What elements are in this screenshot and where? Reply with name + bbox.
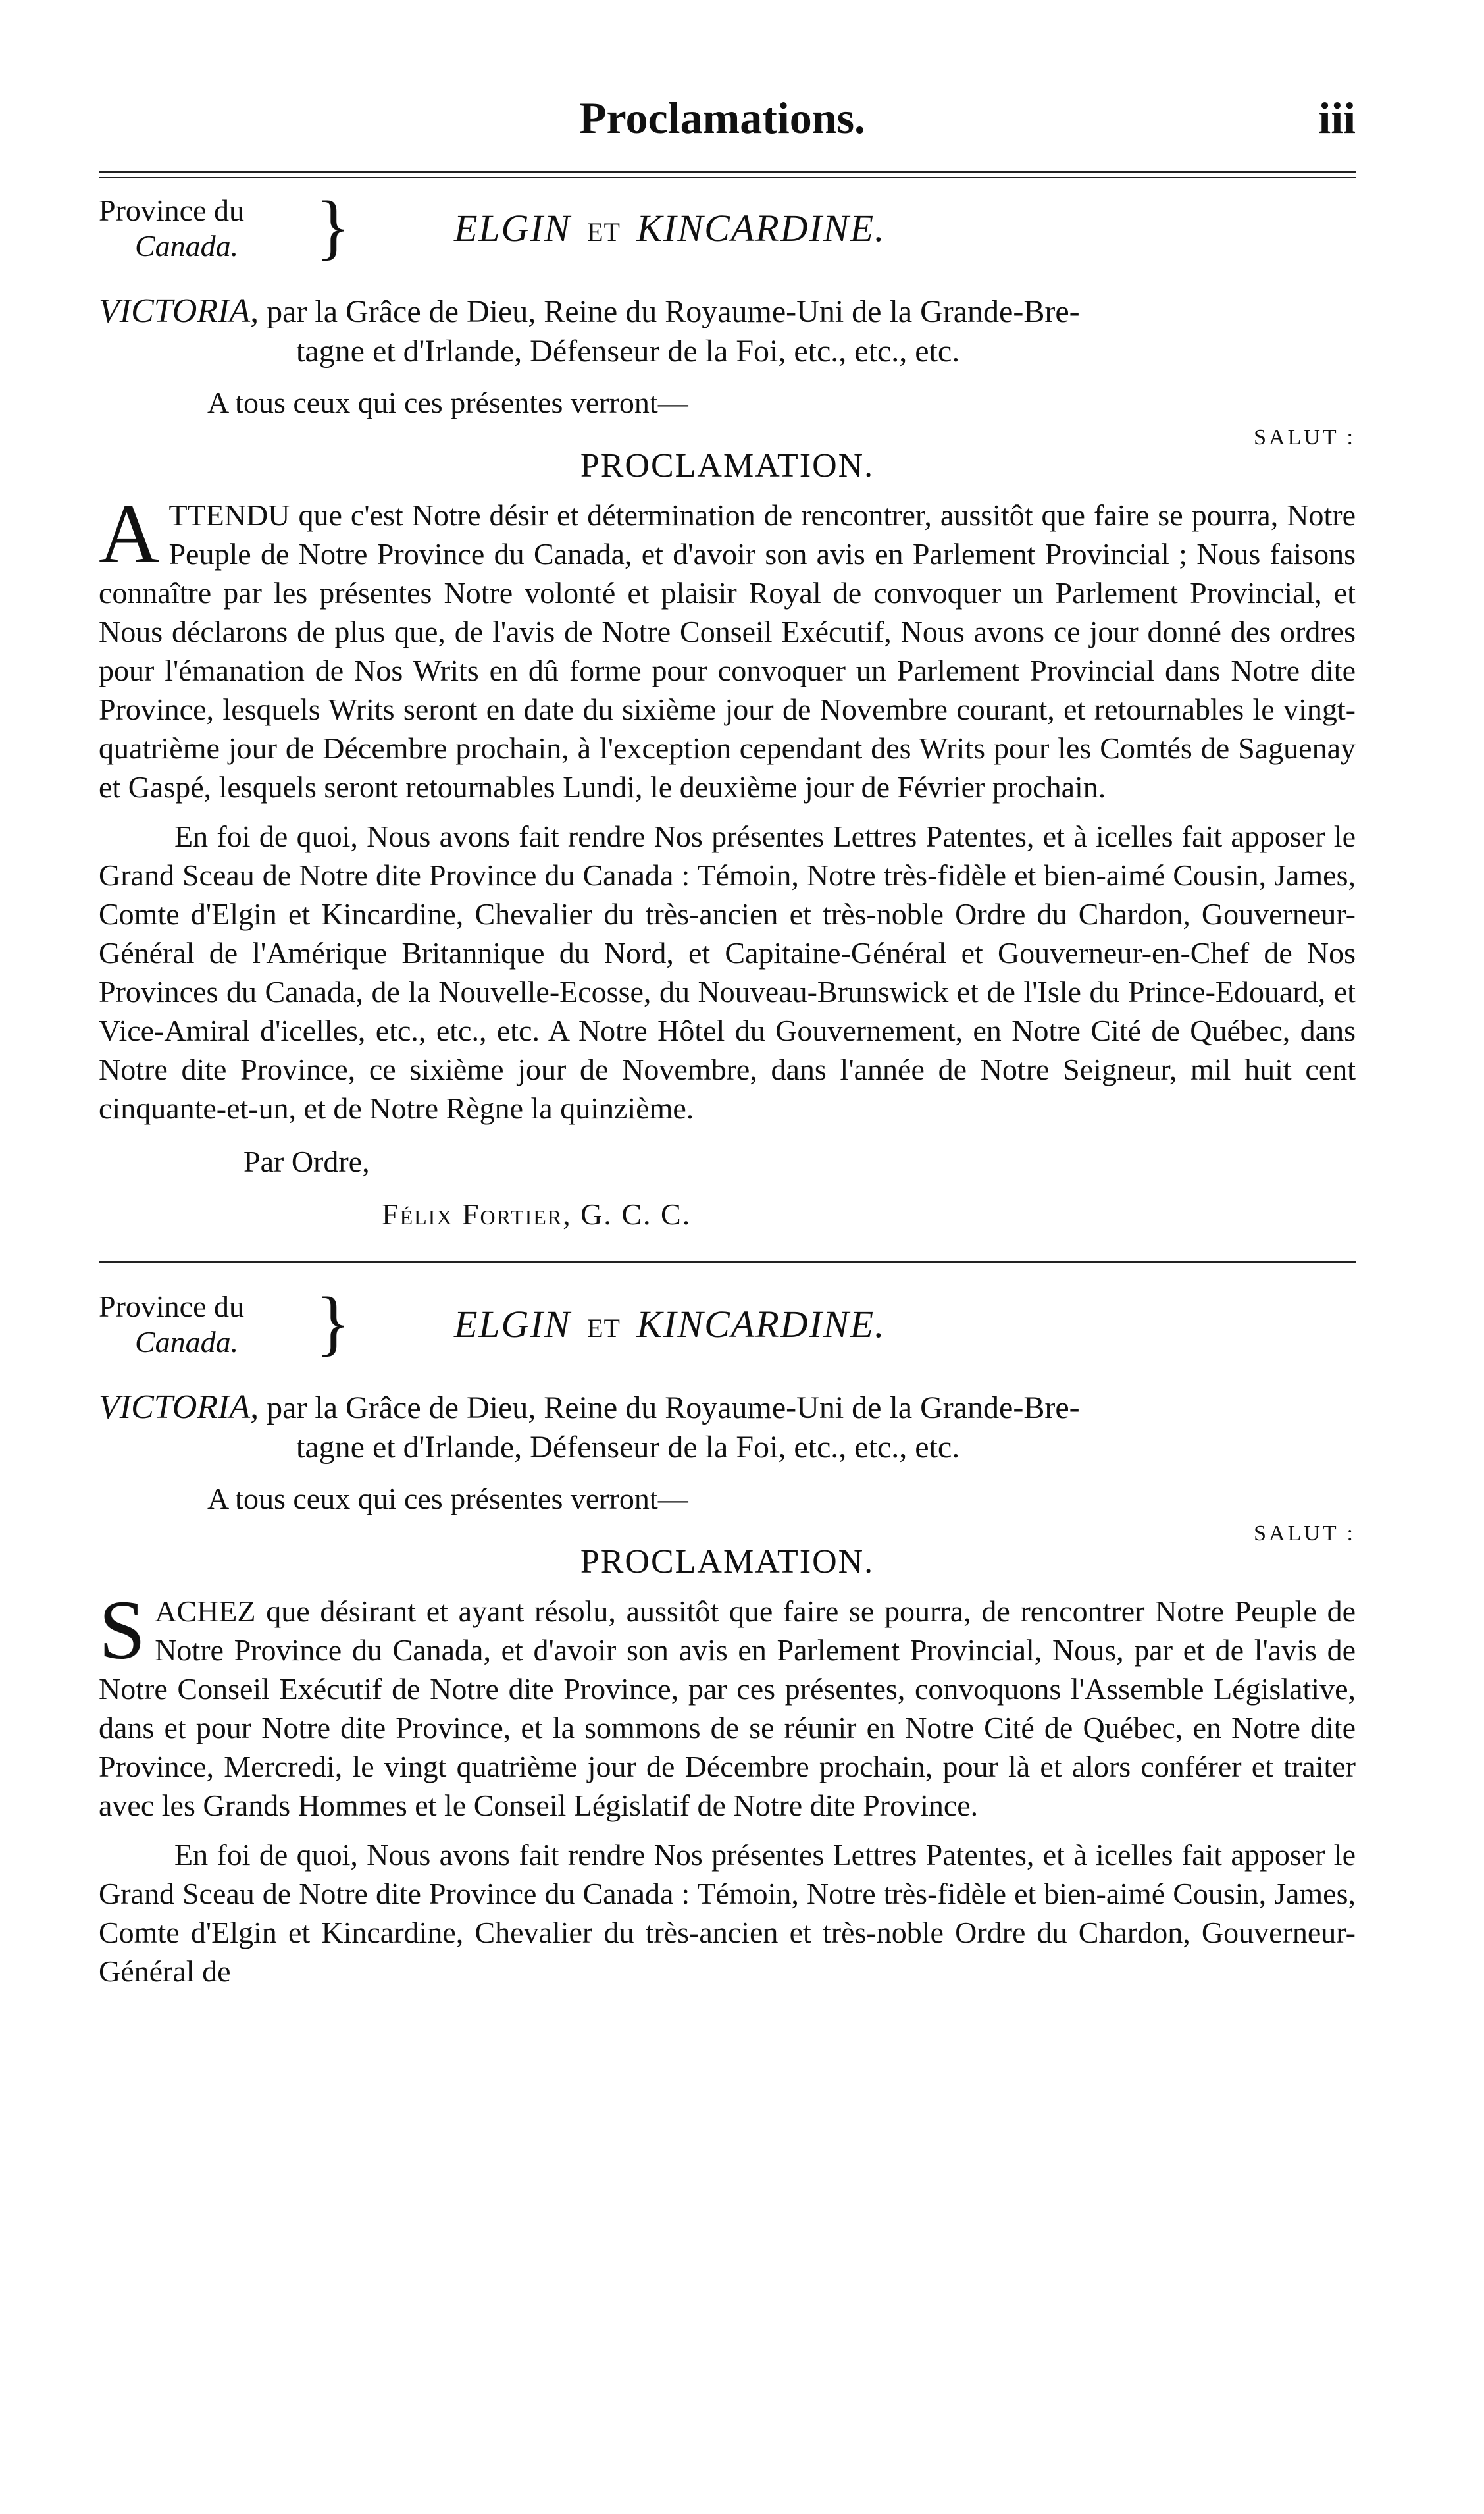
drop-cap: A: [99, 487, 160, 581]
signature-block: [99, 1142, 1356, 1234]
victoria-line: [99, 292, 1356, 371]
running-title: Proclamations.: [579, 93, 866, 143]
brace: }: [316, 186, 351, 267]
title-et: ET: [587, 1313, 621, 1343]
victoria-text-1: par la Grâce de Dieu, Reine du Royaume-Uni de la Grande-Bre-: [267, 1390, 1080, 1425]
page-header: [99, 86, 1356, 145]
witness-paragraph: En foi de quoi, Nous avons fait rendre Nos présentes Lettres Patentes, et à icelles fait apposer le Grand Sceau de Notre dite Province du Canada : Témoin, Notre très-fidèle et bien-aimé Cousin, James, Comte d'Elgin et Kincardine, Chevalier du très-ancien et très-noble Ordre du Chardon, Gouverneur-Général de: [99, 1838, 1356, 1988]
province-line-1: Province du: [99, 194, 245, 227]
province-label: [99, 1289, 244, 1360]
witness-paragraph: En foi de quoi, Nous avons fait rendre Nos présentes Lettres Patentes, et à icelles fait apposer le Grand Sceau de Notre dite Province du Canada : Témoin, Notre très-fidèle et bien-aimé Cousin, James, Comte d'Elgin et Kincardine, Chevalier du très-ancien et très-noble Ordre du Chardon, Gouverneur-Général de l'Amérique Britannique du Nord, et Capitaine-Général et Gouverneur-en-Chef de Nos Provinces du Canada, de la Nouvelle-Ecosse, du Nouveau-Brunswick et de l'Isle du Prince-Edouard, et Vice-Amiral d'icelles, etc., etc., etc. A Notre Hôtel du Gouvernement, en Notre Cité de Québec, dans Notre dite Province, ce sixième jour de Novembre, dans l'année de Notre Seigneur, mil huit cent cinquante-et-un, et de Notre Règne la quinzième.: [99, 820, 1356, 1125]
body-text: ACHEZ que désirant et ayant résolu, aussitôt que faire se pourra, de rencontrer Notre Peuple de Notre Province du Canada, et d'avoir son avis en Parlement Provincial, Nous, par et de l'avis de Notre Conseil Exécutif de Notre dite Province, par ces présentes, convoquons l'Assemble Législative, dans et pour Notre dite Province, et la sommons de se réunir en Notre Cité de Québec, en Notre dite Province, Mercredi, le vingt quatrième jour de Décembre prochain, pour là et alors conférer et traiter avec les Grands Hommes et le Conseil Législatif de Notre dite Province.: [99, 1594, 1356, 1822]
section-rule: [99, 1261, 1356, 1263]
province-line-2: Canada.: [135, 229, 239, 263]
proclamation-body: [99, 1583, 1356, 1825]
proclamation-body: [99, 487, 1356, 806]
greeting-line: A tous ceux qui ces présentes verront—: [207, 1482, 688, 1515]
proclamation-2: [99, 1282, 1356, 1991]
victoria-text-2: tagne et d'Irlande, Défenseur de la Foi, etc., etc., etc.: [296, 1430, 960, 1465]
province-line-2: Canada.: [135, 1325, 239, 1359]
province-heading: [99, 186, 1356, 272]
greeting-line: A tous ceux qui ces présentes verront—: [207, 386, 688, 419]
title-name-2: KINCARDINE.: [636, 207, 886, 249]
drop-cap: S: [99, 1583, 146, 1677]
salut: SALUT :: [1254, 425, 1356, 450]
header-rule: [99, 171, 1356, 178]
proclamation-1: [99, 186, 1356, 1234]
title-name-1: ELGIN: [454, 1303, 571, 1346]
province-heading: [99, 1282, 1356, 1368]
page-number: iii: [1318, 93, 1356, 143]
governor-title: [454, 1302, 886, 1346]
province-line-1: Province du: [99, 1290, 245, 1323]
governor-title: [454, 206, 886, 250]
victoria-line: [99, 1388, 1356, 1467]
victoria-text-1: par la Grâce de Dieu, Reine du Royaume-Uni de la Grande-Bre-: [267, 294, 1080, 329]
signature: Félix Fortier, G. C. C.: [382, 1197, 692, 1231]
title-name-1: ELGIN: [454, 207, 571, 249]
body-text: TTENDU que c'est Notre désir et détermination de rencontrer, aussitôt que faire se pourra, Notre Peuple de Notre Province du Canada, et d'avoir son avis en Parlement Provincial ; Nous faisons connaître par les présentes Notre volonté et plaisir Royal de convoquer un Parlement Provincial, et Nous déclarons de plus que, de l'avis de Notre Conseil Exécutif, Nous avons ce jour donné des ordres pour l'émanation de Nos Writs en dû forme pour convoquer un Parlement Provincial dans Notre dite Province, lesquels Writs seront en date du sixième jour de Novembre courant, et retournables le vingt-quatrième jour de Décembre prochain, à l'exception cependant des Writs pour les Comtés de Saguenay et Gaspé, lesquels seront retournables Lundi, le deuxième jour de Février prochain.: [99, 498, 1356, 804]
title-et: ET: [587, 217, 621, 247]
title-name-2: KINCARDINE.: [636, 1303, 886, 1346]
salut: SALUT :: [1254, 1521, 1356, 1546]
par-ordre: Par Ordre,: [243, 1145, 370, 1178]
proclamation-heading: PROCLAMATION.: [580, 1543, 875, 1581]
proclamation-heading: PROCLAMATION.: [580, 447, 875, 484]
document-page: [99, 86, 1356, 1991]
province-label: [99, 193, 244, 264]
brace: }: [316, 1282, 351, 1363]
victoria-name: VICTORIA,: [99, 292, 259, 330]
victoria-name: VICTORIA,: [99, 1388, 259, 1426]
victoria-text-2: tagne et d'Irlande, Défenseur de la Foi, etc., etc., etc.: [296, 334, 960, 369]
